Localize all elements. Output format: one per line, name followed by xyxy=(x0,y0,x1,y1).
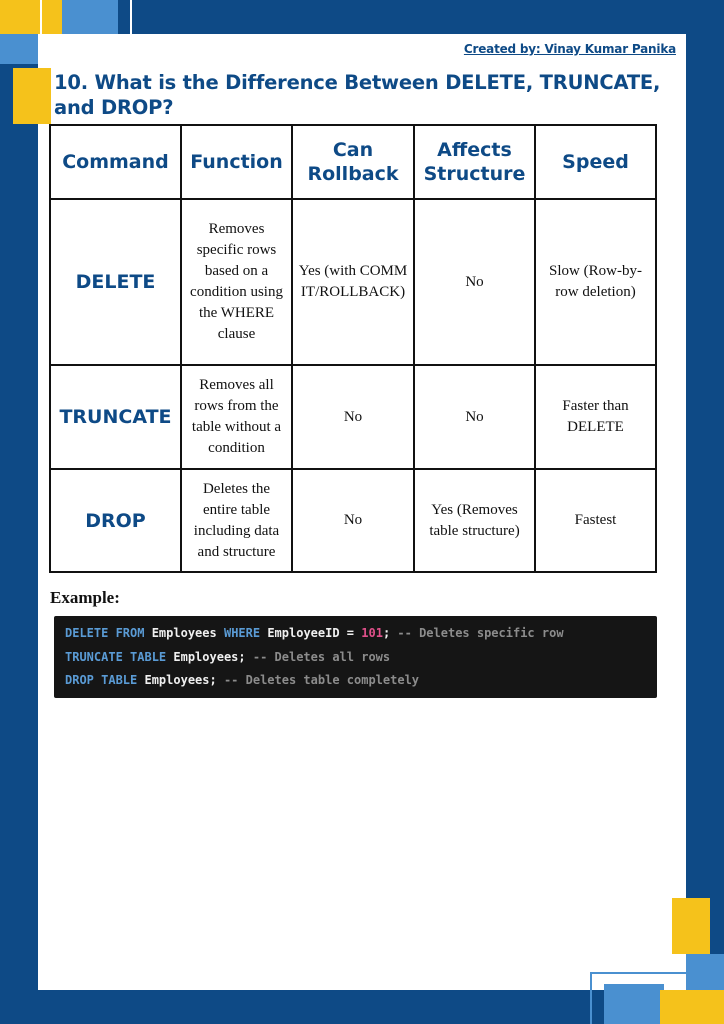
sql-text: EmployeeID = xyxy=(260,626,362,640)
sql-keyword: TRUNCATE TABLE xyxy=(65,650,167,664)
column-header: Can Rollback xyxy=(292,125,414,199)
function-cell: Removes specific rows based on a condition using the WHERE clause xyxy=(181,199,292,365)
sql-text: Employees; xyxy=(166,650,253,664)
comparison-table xyxy=(49,124,657,573)
speed-cell: Slow (Row-by-row deletion) xyxy=(535,199,656,365)
code-block xyxy=(54,616,657,698)
structure-cell: No xyxy=(414,365,535,469)
sql-keyword: DELETE FROM xyxy=(65,626,145,640)
sql-comment: -- Deletes all rows xyxy=(252,650,391,664)
sql-text: Employees xyxy=(144,626,224,640)
function-cell: Deletes the entire table including data and structure xyxy=(181,469,292,572)
command-cell: DROP xyxy=(50,469,181,572)
rollback-cell: Yes (with COMMIT/ROLLBACK) xyxy=(292,199,414,365)
column-header: Function xyxy=(181,125,292,199)
command-cell: TRUNCATE xyxy=(50,365,181,469)
example-label: Example: xyxy=(50,588,120,607)
table-header-row xyxy=(50,125,656,199)
column-header: Command xyxy=(50,125,181,199)
sql-text: ; xyxy=(382,626,398,640)
document-page xyxy=(38,34,686,990)
table-row xyxy=(50,199,656,365)
code-line xyxy=(65,626,564,640)
table-row xyxy=(50,469,656,572)
speed-cell: Faster than DELETE xyxy=(535,365,656,469)
command-cell: DELETE xyxy=(50,199,181,365)
sql-number: 101 xyxy=(361,626,383,640)
speed-cell: Fastest xyxy=(535,469,656,572)
column-header: Speed xyxy=(535,125,656,199)
structure-cell: No xyxy=(414,199,535,365)
sql-text: Employees; xyxy=(137,673,224,687)
corner-decor-bottom-right xyxy=(590,898,724,1024)
rollback-cell: No xyxy=(292,469,414,572)
column-header: Affects Structure xyxy=(414,125,535,199)
page-title: 10. What is the Difference Between DELETE, TRUNCATE, and DROP? xyxy=(54,71,661,119)
code-line xyxy=(65,650,390,664)
rollback-cell: No xyxy=(292,365,414,469)
structure-cell: Yes (Removes table structure) xyxy=(414,469,535,572)
sql-comment: -- Deletes table completely xyxy=(223,673,420,687)
function-cell: Removes all rows from the table without a condition xyxy=(181,365,292,469)
author-credit: Created by: Vinay Kumar Panika xyxy=(463,42,676,56)
table-row xyxy=(50,365,656,469)
sql-comment: -- Deletes specific row xyxy=(397,626,564,640)
code-line xyxy=(65,673,419,687)
title-accent-block xyxy=(13,68,51,124)
sql-keyword: DROP TABLE xyxy=(65,673,138,687)
sql-keyword: WHERE xyxy=(223,626,261,640)
